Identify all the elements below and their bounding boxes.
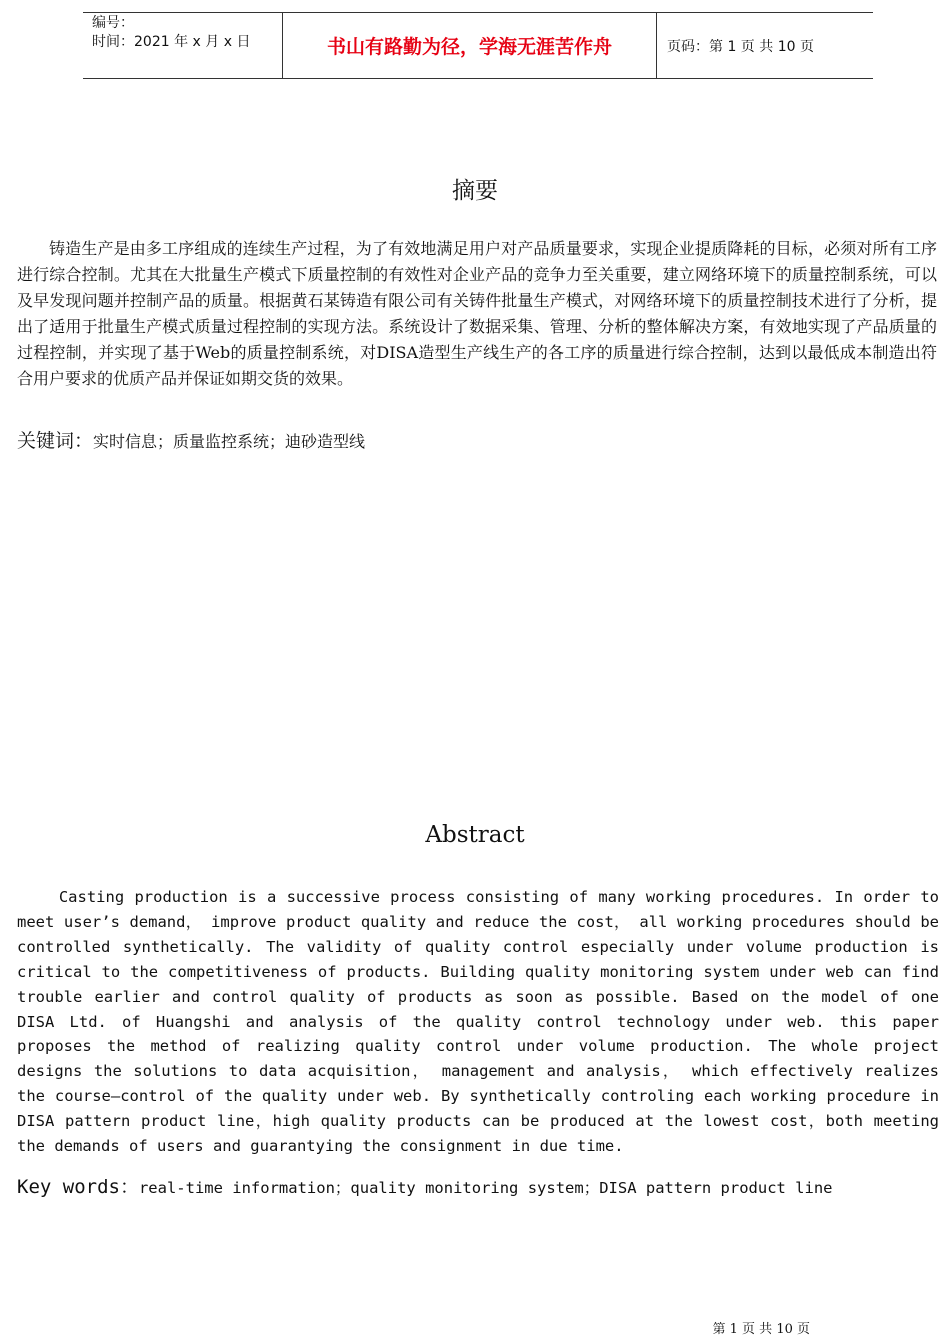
cn-abstract-body: 铸造生产是由多工序组成的连续生产过程，为了有效地满足用户对产品质量要求，实现企业提质降耗的目标，必须对所有工序进行综合控制。尤其在大批量生产模式下质量控制的有效性对企业产品的竞争力至关重要，建立网络环境下的质量控制系统，可以及早发现问题并控制产品的质量。根据黄石某铸造有限公司有关铸件批量生产模式，对网络环境下的质量控制技术进行了分析，提出了适用于批量生产模式质量过程控制的实现方法。系统设计了数据采集、管理、分析的整体解决方案，有效地实现了产品质量的过程控制，并实现了基于Web的质量控制系统，对DISA造型生产线生产的各工序的质量进行综合控制，达到以最低成本制造出符合用户要求的优质产品并保证如期交货的效果。 (17, 239, 937, 388)
en-keywords-label: Key words： (17, 1176, 139, 1198)
header-date: 时间：2021 年 x 月 x 日 (92, 34, 251, 50)
cn-keywords-text: 实时信息；质量监控系统；迪砂造型线 (93, 432, 366, 451)
header-page: 页码：第 1 页 共 10 页 (667, 38, 814, 55)
en-keywords (17, 1172, 833, 1199)
header-motto: 书山有路勤为径，学海无涯苦作舟 (283, 13, 657, 78)
en-abstract-title: Abstract (425, 822, 525, 848)
cn-keywords-label: 关键词： (17, 430, 94, 452)
page-footer: 第 1 页 共 10 页 (712, 1322, 810, 1337)
en-abstract-body: Casting production is a successive process consisting of many working procedures. In order to meet user’s demand， improve product quality and reduce the cost， all working procedures should be controlled synthetically. The validity of quality control especially under volume production is critical to the competitiveness of products. Building quality monitoring system under web can find trouble earlier and control quality of products as soon as possible. Based on the model of one DISA Ltd. of Huangshi and analysis of the quality control technology under web. this paper proposes the method of realizing quality control under volume production. The whole project designs the solutions to data acquisition， management and analysis， which effectively realizes the course—control of the quality under web. By synthetically controling each working procedure in DISA pattern product line，high quality products can be produced at the lowest cost，both meeting the demands of users and guarantying the consignment in due time. (17, 888, 939, 1156)
header-number: 编号： (92, 15, 134, 31)
cn-abstract-title: 摘要 (452, 178, 498, 204)
page-header (83, 12, 873, 79)
cn-keywords (17, 426, 365, 453)
en-keywords-text: real-time information；quality monitoring system；DISA pattern product line (138, 1179, 833, 1197)
header-meta (83, 13, 283, 78)
